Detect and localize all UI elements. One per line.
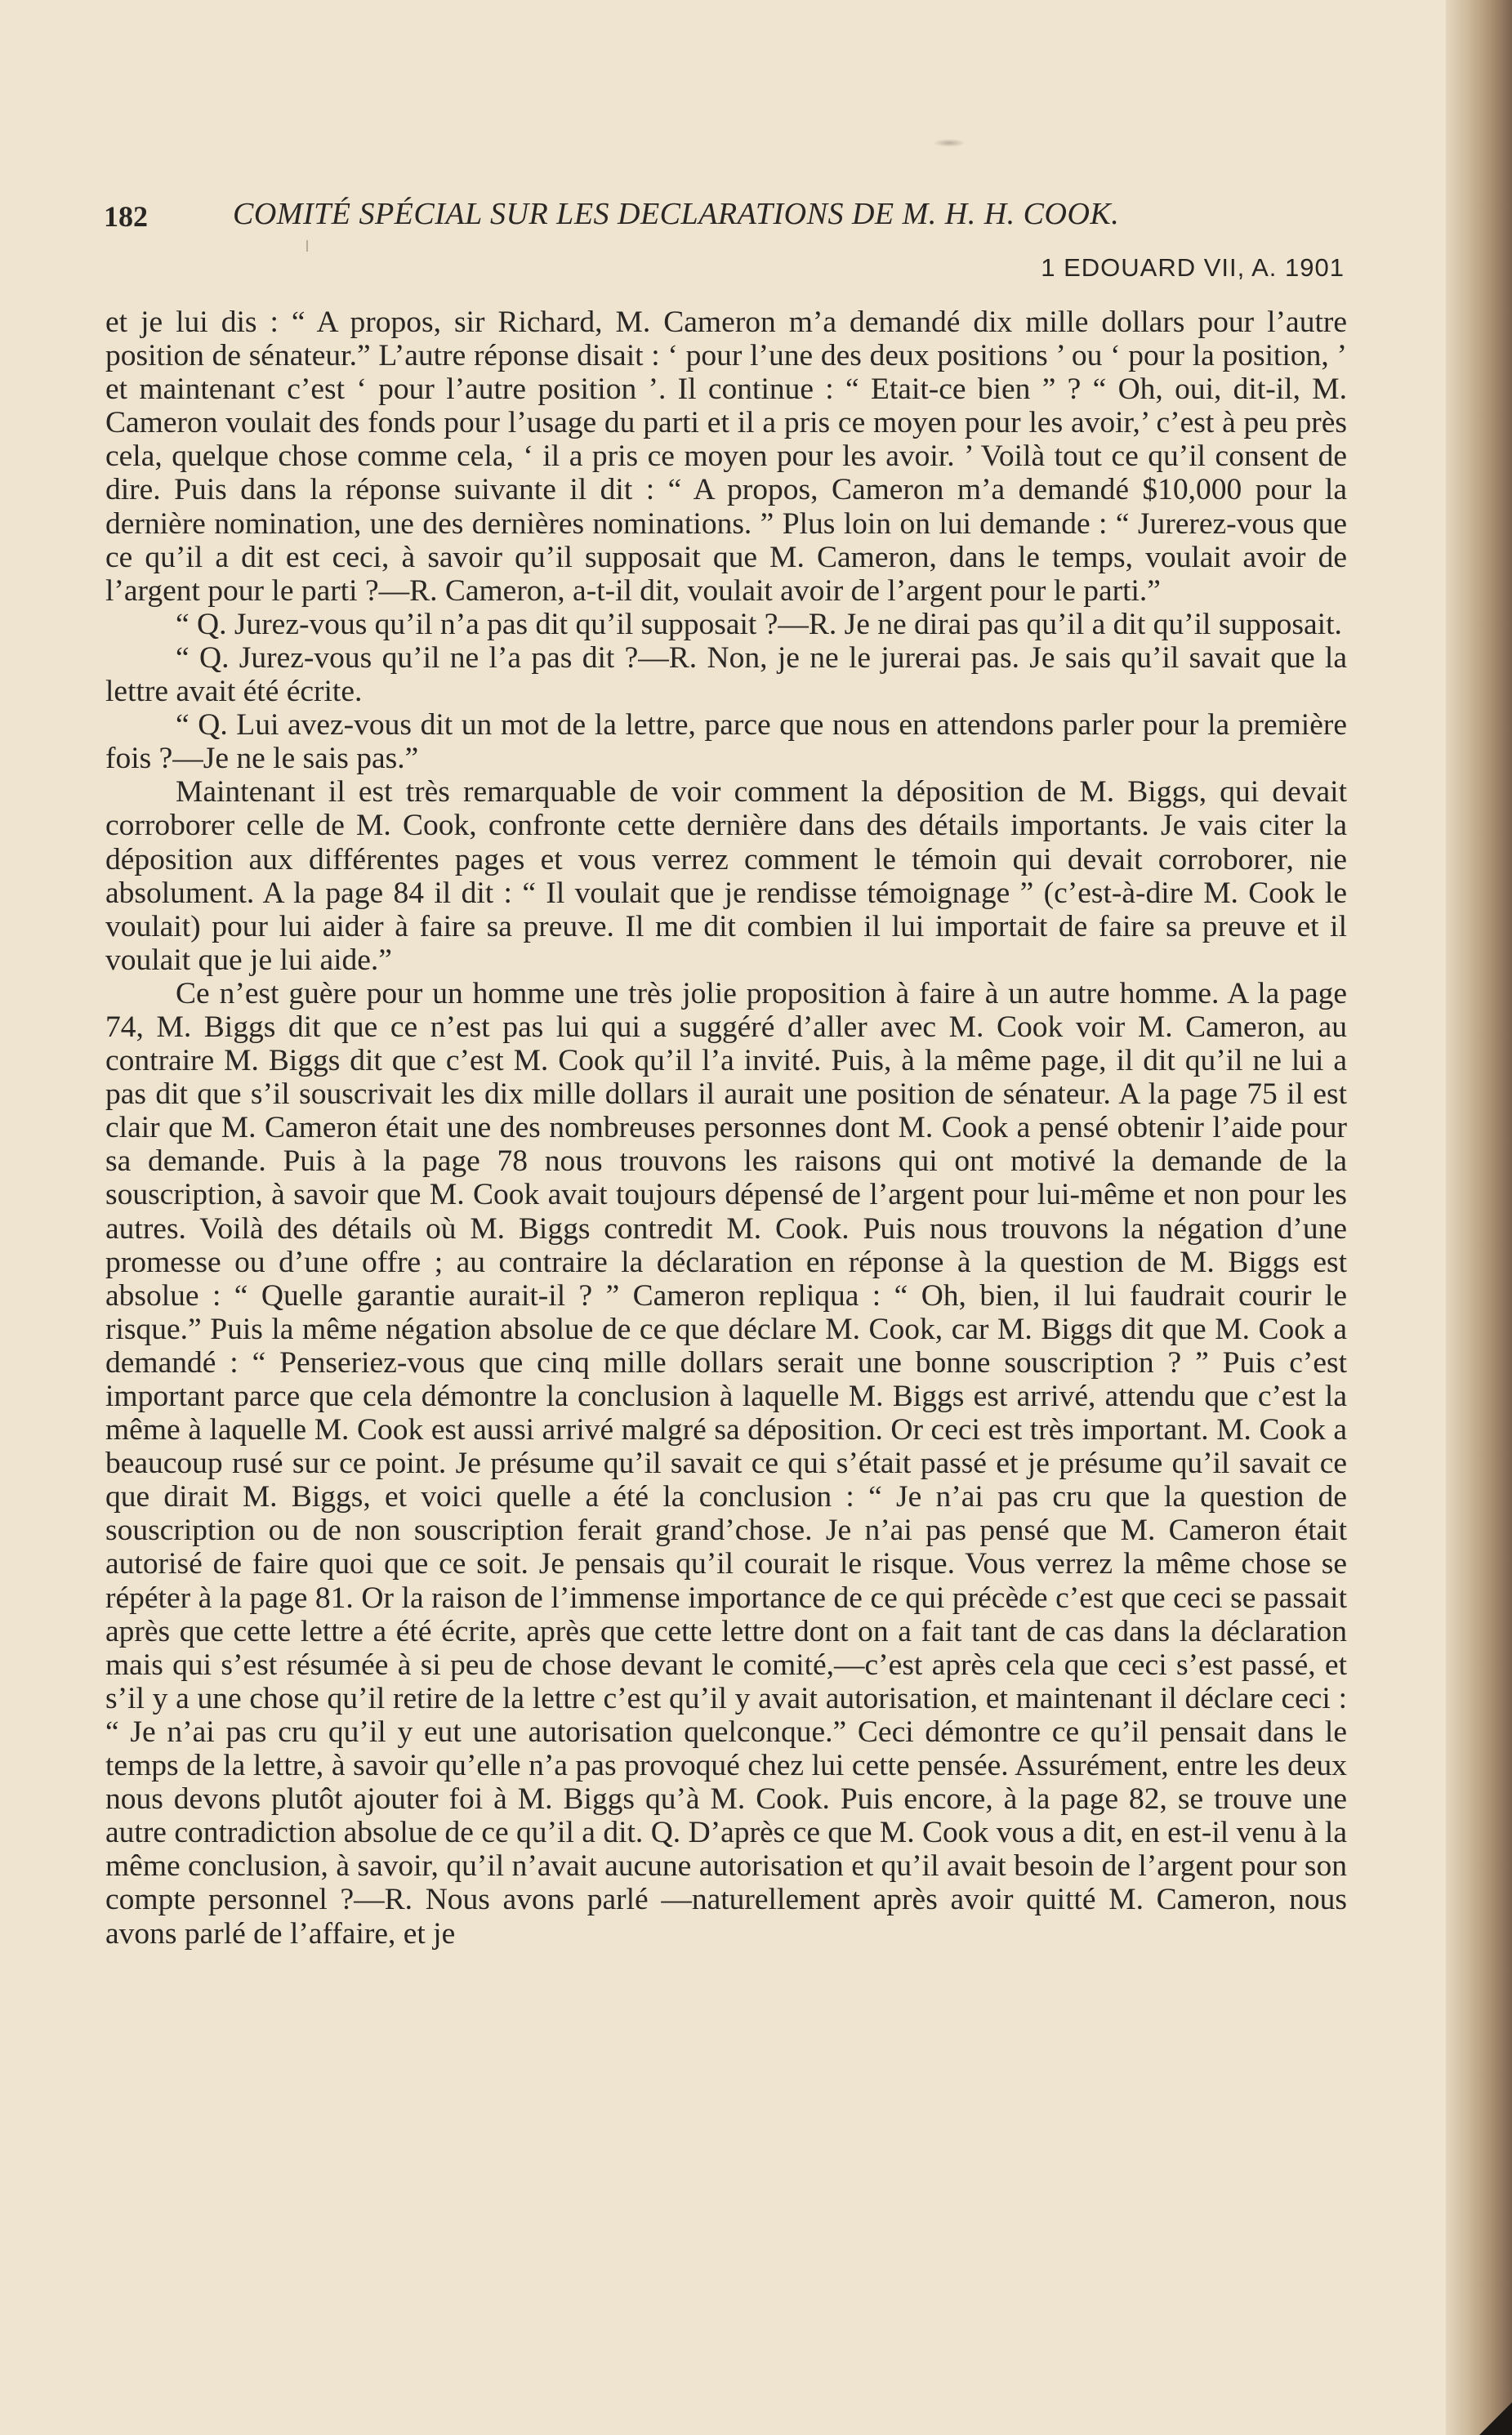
page-header xyxy=(104,196,1345,242)
running-title: COMITÉ SPÉCIAL SUR LES DECLARATIONS DE M. H. H. COOK. xyxy=(233,197,1120,231)
body-text xyxy=(105,305,1347,1951)
page-edge-shadow xyxy=(1446,0,1512,2435)
paragraph: “ Q. Lui avez-vous dit un mot de la lettre, parce que nous en attendons parler pour la première fois ?—Je ne le sais pas.” xyxy=(105,708,1347,776)
paragraph: et je lui dis : “ A propos, sir Richard, M. Cameron m’a demandé dix mille dollars pour l’autre position de sénateur.” L’autre réponse disait : ‘ pour l’une des deux positions ’ ou ‘ pour la position, ’ et maintenant c’est ‘ pour l’autre position ’. Il continue : “ Etait-ce bien ” ? “ Oh, oui, dit-il, M. Cameron voulait des fonds pour l’usage du parti et il a pris ce moyen pour les avoir,’ c’est à peu près cela, quelque chose comme cela, ‘ il a pris ce moyen pour les avoir. ’ Voilà tout ce qu’il consent de dire. Puis dans la réponse suivante il dit : “ A propos, Cameron m’a demandé $10,000 pour la dernière nomination, une des dernières nominations. ” Plus loin on lui demande : “ Jurerez-vous que ce qu’il a dit est ceci, à savoir qu’il supposait que M. Cameron, dans le temps, voulait avoir de l’argent pour le parti ?—R. Cameron, a-t-il dit, voulait avoir de l’argent pour le parti.” xyxy=(105,305,1347,608)
scan-corner-mark xyxy=(1479,2402,1512,2435)
paper-blemish xyxy=(933,139,966,147)
session-reference: 1 EDOUARD VII, A. 1901 xyxy=(1041,253,1345,282)
page-number: 182 xyxy=(104,200,148,233)
paragraph: Maintenant il est très remarquable de voir comment la déposition de M. Biggs, qui devait corroborer celle de M. Cook, confronte cette dernière dans des détails importants. Je vais citer la déposition aux différentes pages et vous verrez comment le témoin qui devait corroborer, nie absolument. A la page 84 il dit : “ Il voulait que je rendisse témoignage ” (c’est-à-dire M. Cook le voulait) pour lui aider à faire sa preuve. Il me dit combien il lui importait de faire sa preuve et il voulait que je lui aide.” xyxy=(105,775,1347,977)
paragraph: Ce n’est guère pour un homme une très jolie proposition à faire à un autre homme. A la page 74, M. Biggs dit que ce n’est pas lui qui a suggéré d’aller avec M. Cook voir M. Cameron, au contraire M. Biggs dit que c’est M. Cook qu’il l’a invité. Puis, à la même page, il dit qu’il ne lui a pas dit que s’il souscrivait les dix mille dollars il aurait une position de sénateur. A la page 75 il est clair que M. Cameron était une des nombreuses personnes dont M. Cook a pensé obtenir l’aide pour sa demande. Puis à la page 78 nous trouvons les raisons qui ont motivé la demande de la souscription, à savoir que M. Cook avait toujours dépensé de l’argent pour lui-même et non pour les autres. Voilà des détails où M. Biggs contredit M. Cook. Puis nous trouvons la négation d’une promesse ou d’une offre ; au contraire la déclaration en réponse à la question de M. Biggs est absolue : “ Quelle garantie aurait-il ? ” Cameron repliqua : “ Oh, bien, il lui faudrait courir le risque.” Puis la même négation absolue de ce que déclare M. Cook, car M. Biggs dit que M. Cook a demandé : “ Penseriez-vous que cinq mille dollars serait une bonne souscription ? ” Puis c’est important parce que cela démontre la conclusion à laquelle M. Biggs est arrivé, attendu que c’est la même à laquelle M. Cook est aussi arrivé malgré sa déposition. Or ceci est très important. M. Cook a beaucoup rusé sur ce point. Je présume qu’il savait ce qui s’était passé et je présume qu’il savait ce que dirait M. Biggs, et voici quelle a été la conclusion : “ Je n’ai pas cru que la question de souscription ou de non souscription ferait grand’chose. Je n’ai pas pensé que M. Cameron était autorisé de faire quoi que ce soit. Je pensais qu’il courait le risque. Vous verrez la même chose se répéter à la page 81. Or la raison de l’immense importance de ce qui précède c’est que ceci se passait après que cette lettre a été écrite, après que cette lettre dont on a fait tant de cas dans la déclaration mais qui s’est résumée à si peu de chose devant le comité,—c’est après cela que ceci s’est passé, et s’il y a une chose qu’il retire de la lettre c’est qu’il y avait autorisation, et maintenant il déclare ceci : “ Je n’ai pas cru qu’il y eut une autorisation quelconque.” Ceci démontre ce qu’il pensait dans le temps de la lettre, à savoir qu’elle n’a pas provoqué chez lui cette pensée. Assurément, entre les deux nous devons plutôt ajouter foi à M. Biggs qu’à M. Cook. Puis encore, à la page 82, se trouve une autre contradiction absolue de ce qu’il a dit. Q. D’après ce que M. Cook vous a dit, en est-il venu à la même conclusion, à savoir, qu’il n’avait aucune autorisation et qu’il avait besoin de l’argent pour son compte personnel ?—R. Nous avons parlé —naturellement après avoir quitté M. Cameron, nous avons parlé de l’affaire, et je xyxy=(105,976,1347,1951)
paragraph: “ Q. Jurez-vous qu’il ne l’a pas dit ?—R. Non, je ne le jurerai pas. Je sais qu’il savait que la lettre avait été écrite. xyxy=(105,640,1347,709)
paper-mark xyxy=(306,240,308,252)
paragraph: “ Q. Jurez-vous qu’il n’a pas dit qu’il supposait ?—R. Je ne dirai pas qu’il a dit qu’il supposait. xyxy=(176,607,1342,641)
